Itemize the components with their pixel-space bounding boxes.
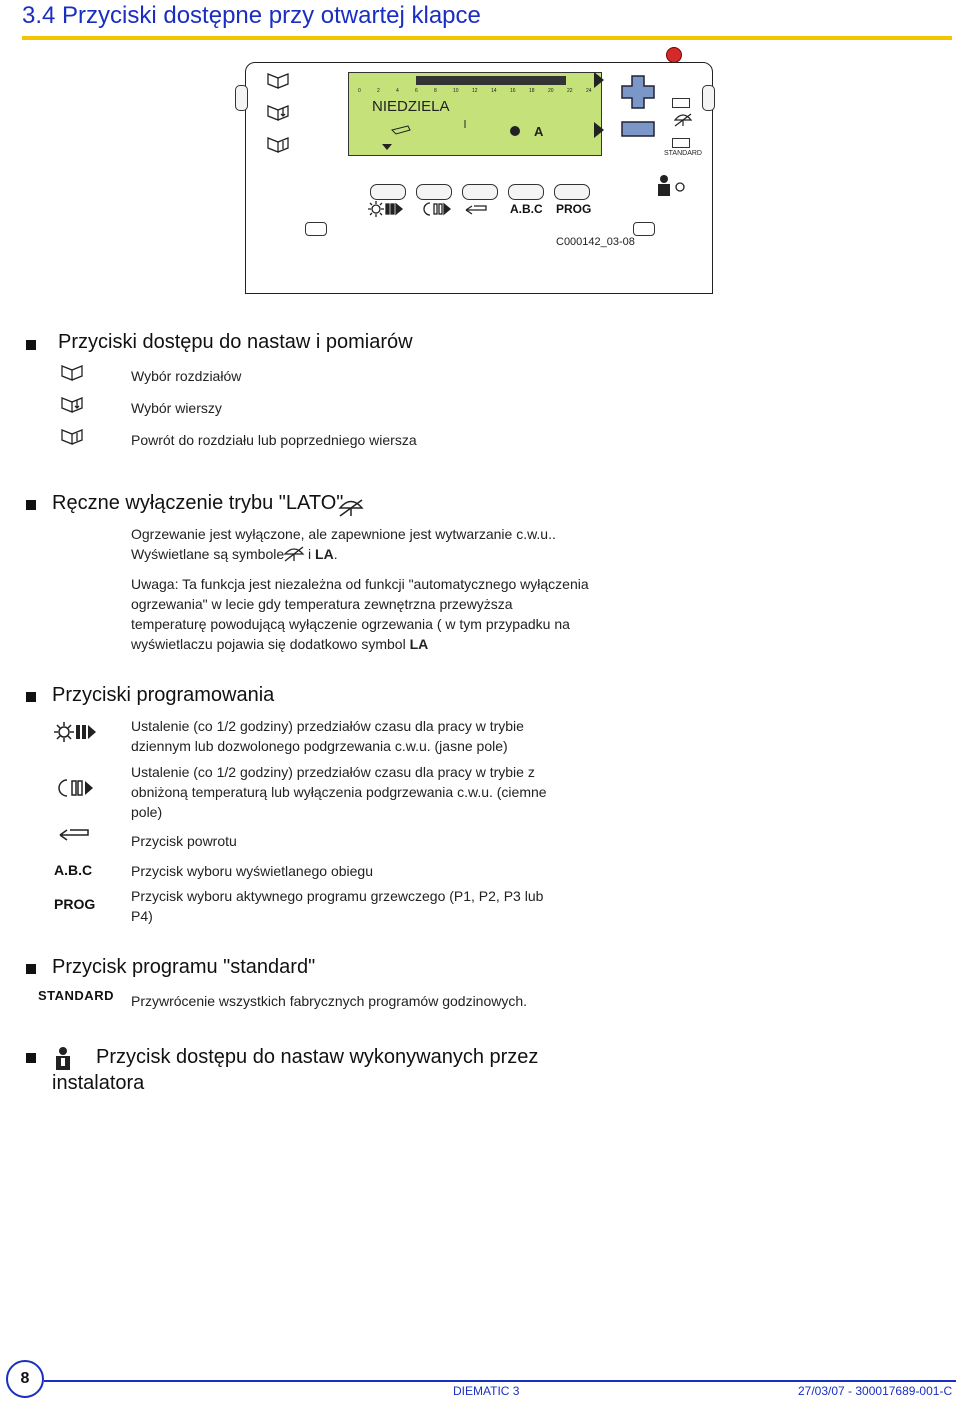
lcd-symbols	[380, 120, 600, 154]
return-arrow-icon	[58, 826, 92, 842]
summer-off-icon	[282, 542, 306, 564]
book-down-icon	[60, 394, 86, 416]
moon-night-icon	[54, 776, 98, 800]
flap-latch-left	[305, 222, 327, 236]
standard-heading: Przycisk programu "standard"	[52, 956, 316, 978]
book-icon	[268, 74, 288, 88]
book-down-icon	[268, 106, 288, 120]
access-item-text: Wybór wierszy	[131, 400, 222, 416]
footer-rule	[44, 1380, 956, 1382]
book-buttons-group	[266, 70, 292, 160]
standard-button-label: STANDARD	[664, 150, 702, 157]
lcd-hour-tick: 22	[567, 88, 573, 94]
sun-circle-icon	[510, 126, 520, 136]
sun-day-icon	[54, 720, 98, 744]
abc-button-label: A.B.C	[510, 202, 543, 216]
flap-latch-right	[633, 222, 655, 236]
book-back-icon	[60, 426, 86, 448]
summer-button[interactable]	[672, 98, 690, 108]
bullet	[26, 500, 36, 510]
page-title: 3.4 Przyciski dostępne przy otwartej klapce	[22, 2, 481, 29]
prog-text: Przycisk wyboru aktywnego programu grzewczego (P1, P2, P3 lub P4)	[131, 888, 544, 924]
lcd-arrow-right-icon	[594, 72, 604, 88]
lcd-mode: A	[534, 124, 544, 139]
plus-button-icon[interactable]	[618, 72, 658, 112]
bullet	[26, 964, 36, 974]
prog-button-icons	[368, 200, 498, 218]
side-button-left[interactable]	[235, 85, 248, 111]
return-arrow-icon	[466, 206, 486, 214]
access-item-text: Powrót do rozdziału lub poprzedniego wiersza	[131, 432, 417, 448]
hand-icon	[392, 126, 410, 134]
moon-night-icon	[424, 203, 450, 215]
day-program-button[interactable]	[370, 184, 406, 200]
summer-text: Ogrzewanie jest wyłączone, ale zapewnione jest wytwarzanie c.w.u..	[131, 526, 556, 542]
bullet	[26, 692, 36, 702]
return-text: Przycisk powrotu	[131, 833, 237, 849]
summer-heading: Ręczne wyłączenie trybu "LATO"	[52, 492, 344, 514]
return-button[interactable]	[462, 184, 498, 200]
abc-text: Przycisk wyboru wyświetlanego obiegu	[131, 863, 373, 879]
figure-code: C000142_03-08	[556, 236, 635, 248]
standard-label: STANDARD	[38, 988, 114, 1003]
lcd-hour-tick: 16	[510, 88, 516, 94]
installer-heading-cont: instalatora	[52, 1072, 145, 1094]
book-back-icon	[268, 138, 288, 152]
footer-product: DIEMATIC 3	[453, 1384, 520, 1398]
book-icon	[60, 362, 86, 384]
title-underline	[22, 36, 952, 40]
abc-label: A.B.C	[54, 862, 93, 878]
lcd-hour-tick: 20	[548, 88, 554, 94]
night-program-button[interactable]	[416, 184, 452, 200]
summer-off-icon	[336, 494, 366, 520]
prog-button-label: PROG	[556, 202, 592, 216]
standard-text: Przywrócenie wszystkich fabrycznych programów godzinowych.	[131, 993, 528, 1009]
lcd-hour-tick: 12	[472, 88, 478, 94]
sun-day-icon	[368, 201, 402, 217]
lcd-hour-tick: 24	[586, 88, 592, 94]
lcd-hour-tick: 10	[453, 88, 459, 94]
day-program-text: Ustalenie (co 1/2 godziny) przedziałów czasu dla pracy w trybie dziennym lub dozwolonego podgrzewania c.w.u. (jasne pole)	[131, 718, 524, 754]
lcd-arrow-right-icon	[594, 122, 604, 138]
access-item-text: Wybór rozdziałów	[131, 368, 242, 384]
alarm-led	[666, 47, 682, 63]
installer-heading: Przycisk dostępu do nastaw wykonywanych przez	[96, 1046, 539, 1068]
minus-button-icon[interactable]	[618, 118, 658, 142]
prog-label: PROG	[54, 896, 96, 912]
lcd-arrow-down-icon	[382, 144, 392, 150]
access-heading: Przyciski dostępu do nastaw i pomiarów	[58, 331, 413, 353]
standard-button[interactable]	[672, 138, 690, 148]
lcd-hour-tick: 4	[396, 88, 399, 94]
bullet	[26, 1053, 36, 1063]
night-program-text: Ustalenie (co 1/2 godziny) przedziałów czasu dla pracy w trybie z obniżoną temperaturą lub wyłączenia podgrzewania c.w.u. (ciemne pole)	[131, 764, 547, 820]
footer-doc-id: 27/03/07 - 300017689-001-C	[798, 1384, 953, 1398]
summer-symbols-text: Wyświetlane są symbole	[131, 546, 285, 562]
lcd-side-arrows	[592, 70, 606, 140]
control-panel-flap	[245, 228, 713, 294]
installer-icon	[654, 174, 688, 200]
lcd-hour-tick: 2	[377, 88, 380, 94]
prog-button[interactable]	[554, 184, 590, 200]
lcd-hour-tick: 14	[491, 88, 497, 94]
installer-icon	[52, 1046, 74, 1072]
lcd-hour-tick: 8	[434, 88, 437, 94]
bullet	[26, 340, 36, 350]
lcd-hour-tick: 0	[358, 88, 361, 94]
summer-off-icon	[672, 108, 694, 128]
lcd-day: NIEDZIELA	[372, 98, 450, 115]
side-button-right[interactable]	[702, 85, 715, 111]
summer-symbols-tail: i LA.	[308, 546, 338, 562]
lcd-hour-tick: 6	[415, 88, 418, 94]
summer-note: Uwaga: Ta funkcja jest niezależna od funkcji "automatycznego wyłączenia ogrzewania" w lecie gdy temperatura zewnętrzna przewyższa temperaturę powodującą wyłączenie ogrzewania ( w tym przypadku na wyświetlaczu pojawia się dodatkowo symbol LA	[131, 576, 589, 652]
programming-heading: Przyciski programowania	[52, 684, 275, 706]
lcd-hour-tick: 18	[529, 88, 535, 94]
page-number: 8	[6, 1360, 44, 1398]
lcd-timeline	[356, 74, 600, 100]
abc-button[interactable]	[508, 184, 544, 200]
